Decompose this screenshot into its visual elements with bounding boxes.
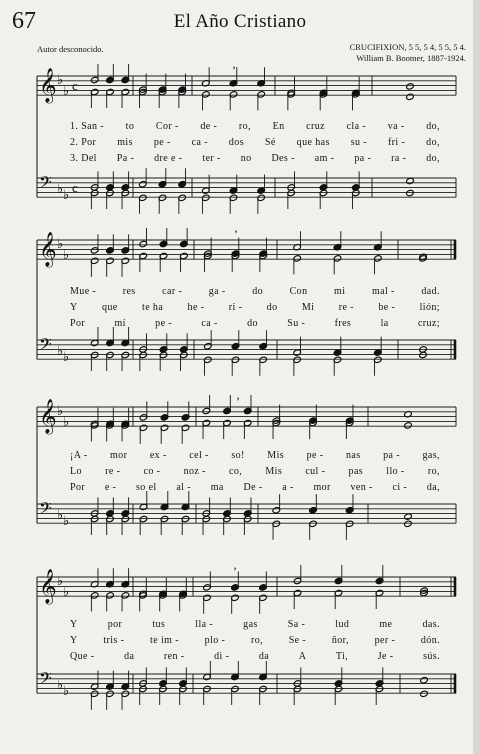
flat-sign: ♭ (57, 508, 64, 523)
note-head (406, 83, 415, 90)
breath-mark: ’ (232, 63, 236, 77)
lyric-syllable: dón. (420, 635, 440, 646)
flat-sign: ♭ (63, 350, 70, 365)
lyric-line (70, 121, 440, 132)
lyric-syllable: 3. Del (70, 153, 97, 164)
composer-credit: William B. Boomer, 1887-1924. (356, 53, 466, 63)
hymn-title: El Año Cristiano (173, 11, 307, 32)
lyric-syllable: do, (426, 153, 440, 164)
lyric-syllable: ter - (202, 153, 221, 164)
lyric-syllable: per - (374, 635, 396, 646)
lyric-line (70, 137, 440, 148)
lyric-syllable: Por (70, 318, 86, 329)
treble-clef: 𝄞 (39, 569, 57, 604)
flat-sign: ♭ (57, 574, 64, 589)
lyric-syllable: cul - (305, 466, 326, 477)
common-time-sign: c (72, 180, 78, 195)
note-head (406, 93, 415, 100)
lyric-syllable: re - (338, 302, 354, 313)
lyric-syllable: he - (187, 302, 205, 313)
lyric-syllable: pas (348, 466, 364, 477)
lyric-syllable: re - (105, 466, 121, 477)
note-head (420, 677, 429, 684)
breath-mark: ’ (234, 227, 238, 241)
lyric-syllable: cla - (346, 121, 367, 132)
lyric-syllable: A (298, 651, 307, 662)
lyric-syllable: Ti, (335, 651, 349, 662)
hymn-number: 67 (12, 8, 36, 34)
lyric-syllable: sús. (423, 651, 440, 662)
lyric-syllable: so el (136, 482, 157, 493)
bass-clef: 𝄢 (39, 172, 52, 196)
lyric-syllable: mal - (371, 286, 395, 297)
lyric-syllable: Se - (288, 635, 307, 646)
lyric-syllable: pe - (306, 450, 324, 461)
lyric-syllable: Que - (70, 651, 95, 662)
lyric-syllable: ñor, (331, 635, 349, 646)
bass-clef: 𝄢 (39, 334, 52, 358)
lyric-syllable: te im - (150, 635, 179, 646)
lyric-syllable: mor (313, 482, 331, 493)
lyric-syllable: plo - (204, 635, 226, 646)
lyric-syllable: De - (243, 482, 263, 493)
lyric-syllable: gas, (422, 450, 440, 461)
lyric-syllable: 1. San - (70, 121, 105, 132)
lyric-syllable: pa - (354, 153, 372, 164)
lyric-syllable: res (122, 286, 136, 297)
bass-clef: 𝄢 (39, 498, 52, 522)
lyric-syllable: pe - (153, 137, 171, 148)
common-time-sign: c (72, 78, 78, 93)
lyric-line (70, 619, 440, 630)
lyric-syllable: Y (70, 635, 78, 646)
lyric-syllable: Lo (70, 466, 82, 477)
lyric-syllable: cruz; (417, 318, 440, 329)
flat-sign: ♭ (63, 684, 70, 699)
flat-sign: ♭ (57, 404, 64, 419)
lyric-syllable: Y (70, 302, 78, 313)
flat-sign: ♭ (57, 182, 64, 197)
lyric-syllable: mor (109, 450, 128, 461)
lyric-syllable: lla - (195, 619, 214, 630)
lyric-syllable: ro, (250, 635, 263, 646)
note-head (420, 690, 429, 697)
lyric-syllable: pa - (383, 450, 400, 461)
lyric-syllable: tus (152, 619, 166, 630)
lyric-line (70, 466, 440, 477)
lyric-syllable: llo - (386, 466, 405, 477)
lyric-syllable: das. (422, 619, 440, 630)
lyric-syllable: do (247, 318, 258, 329)
lyric-syllable: fres (334, 318, 352, 329)
lyric-syllable: que has (296, 137, 330, 148)
lyric-line (70, 286, 440, 297)
lyric-syllable: Mi (301, 302, 315, 313)
lyric-syllable: dad. (421, 286, 440, 297)
lyric-syllable: mí (114, 318, 126, 329)
lyric-syllable: da (124, 651, 135, 662)
flat-sign: ♭ (63, 188, 70, 203)
lyric-syllable: co, (229, 466, 243, 477)
lyric-syllable: mi (334, 286, 346, 297)
lyric-syllable: Mis (267, 450, 285, 461)
treble-clef: 𝄞 (39, 68, 57, 103)
lyric-line (70, 302, 440, 313)
lyric-syllable: no (240, 153, 252, 164)
author-credit: Autor desconocido. (37, 44, 104, 54)
lyric-syllable: to (125, 121, 135, 132)
lyric-syllable: Cor - (155, 121, 179, 132)
lyric-line (70, 153, 440, 164)
lyric-syllable: mis (117, 137, 133, 148)
lyric-syllable: Pa - (116, 153, 135, 164)
lyric-syllable: te ha (142, 302, 164, 313)
lyric-syllable: do (252, 286, 264, 297)
lyric-syllable: Je - (377, 651, 394, 662)
lyric-syllable: ¡A - (70, 450, 88, 461)
lyric-syllable: do (266, 302, 278, 313)
lyric-line (70, 482, 440, 493)
lyric-syllable: nas (346, 450, 361, 461)
lyric-syllable: que (102, 302, 118, 313)
lyric-syllable: Sa - (287, 619, 306, 630)
lyric-syllable: su - (350, 137, 368, 148)
note-head (406, 189, 415, 196)
flat-sign: ♭ (57, 73, 64, 88)
lyric-syllable: am - (314, 153, 335, 164)
note-head (404, 520, 413, 527)
lyric-syllable: Y (70, 619, 78, 630)
lyric-syllable: ven - (350, 482, 373, 493)
lyric-syllable: ci - (392, 482, 408, 493)
lyric-line (70, 635, 440, 646)
lyric-syllable: me (379, 619, 393, 630)
lyric-syllable: do, (426, 121, 440, 132)
note-head (419, 351, 428, 358)
lyric-syllable: Mis (265, 466, 283, 477)
lyric-syllable: ca - (201, 318, 218, 329)
lyric-syllable: Por (70, 482, 86, 493)
lyric-syllable: la (380, 318, 389, 329)
bass-clef: 𝄢 (39, 668, 52, 692)
lyric-syllable: lión; (419, 302, 440, 313)
flat-sign: ♭ (63, 84, 70, 99)
lyric-syllable: car - (162, 286, 183, 297)
flat-sign: ♭ (57, 237, 64, 252)
lyric-syllable: Su - (287, 318, 306, 329)
lyric-syllable: ca - (191, 137, 208, 148)
lyric-syllable: so! (231, 450, 245, 461)
lyric-syllable: dre e - (154, 153, 183, 164)
flat-sign: ♭ (63, 514, 70, 529)
lyric-syllable: di - (214, 651, 230, 662)
lyric-syllable: gas (243, 619, 258, 630)
lyric-line (70, 651, 440, 662)
flat-sign: ♭ (63, 585, 70, 600)
lyric-syllable: pe - (155, 318, 173, 329)
lyric-syllable: ro, (238, 121, 251, 132)
lyric-syllable: dos (228, 137, 244, 148)
lyric-syllable: Con (289, 286, 308, 297)
lyric-syllable: Mue - (70, 286, 97, 297)
lyric-syllable: noz - (183, 466, 206, 477)
lyric-syllable: al - (176, 482, 191, 493)
lyric-syllable: ex - (149, 450, 167, 461)
lyric-syllable: ri - (228, 302, 243, 313)
flat-sign: ♭ (57, 678, 64, 693)
lyric-syllable: co - (143, 466, 161, 477)
lyric-syllable: do, (426, 137, 440, 148)
flat-sign: ♭ (63, 415, 70, 430)
lyric-syllable: be - (378, 302, 396, 313)
flat-sign: ♭ (57, 344, 64, 359)
lyric-syllable: a - (282, 482, 294, 493)
lyric-syllable: 2. Por (70, 137, 97, 148)
lyric-syllable: ra - (391, 153, 407, 164)
lyric-line (70, 318, 440, 329)
lyric-syllable: por (107, 619, 123, 630)
breath-mark: ’ (233, 564, 237, 578)
lyric-syllable: ga - (208, 286, 226, 297)
lyric-syllable: Sé (264, 137, 276, 148)
lyric-syllable: cruz (306, 121, 325, 132)
lyric-syllable: da, (426, 482, 440, 493)
note-head (404, 422, 413, 429)
lyric-syllable: de - (200, 121, 218, 132)
lyric-syllable: lud (335, 619, 350, 630)
treble-clef: 𝄞 (39, 399, 57, 434)
lyric-syllable: ma (210, 482, 224, 493)
lyric-syllable: tris - (103, 635, 125, 646)
flat-sign: ♭ (63, 248, 70, 263)
lyric-syllable: ro, (427, 466, 440, 477)
lyric-line (70, 450, 440, 461)
lyric-syllable: cel - (189, 450, 209, 461)
lyric-syllable: da (258, 651, 270, 662)
treble-clef: 𝄞 (39, 232, 57, 267)
lyric-syllable: ren - (163, 651, 185, 662)
lyric-syllable: e - (104, 482, 117, 493)
lyric-syllable: En (272, 121, 285, 132)
lyric-syllable: va - (387, 121, 405, 132)
tune-name: CRUCIFIXION, 5 5, 5 4, 5 5, 5 4. (349, 42, 466, 52)
breath-mark: ’ (236, 394, 240, 408)
lyric-syllable: Des - (271, 153, 295, 164)
lyric-syllable: fri - (387, 137, 406, 148)
